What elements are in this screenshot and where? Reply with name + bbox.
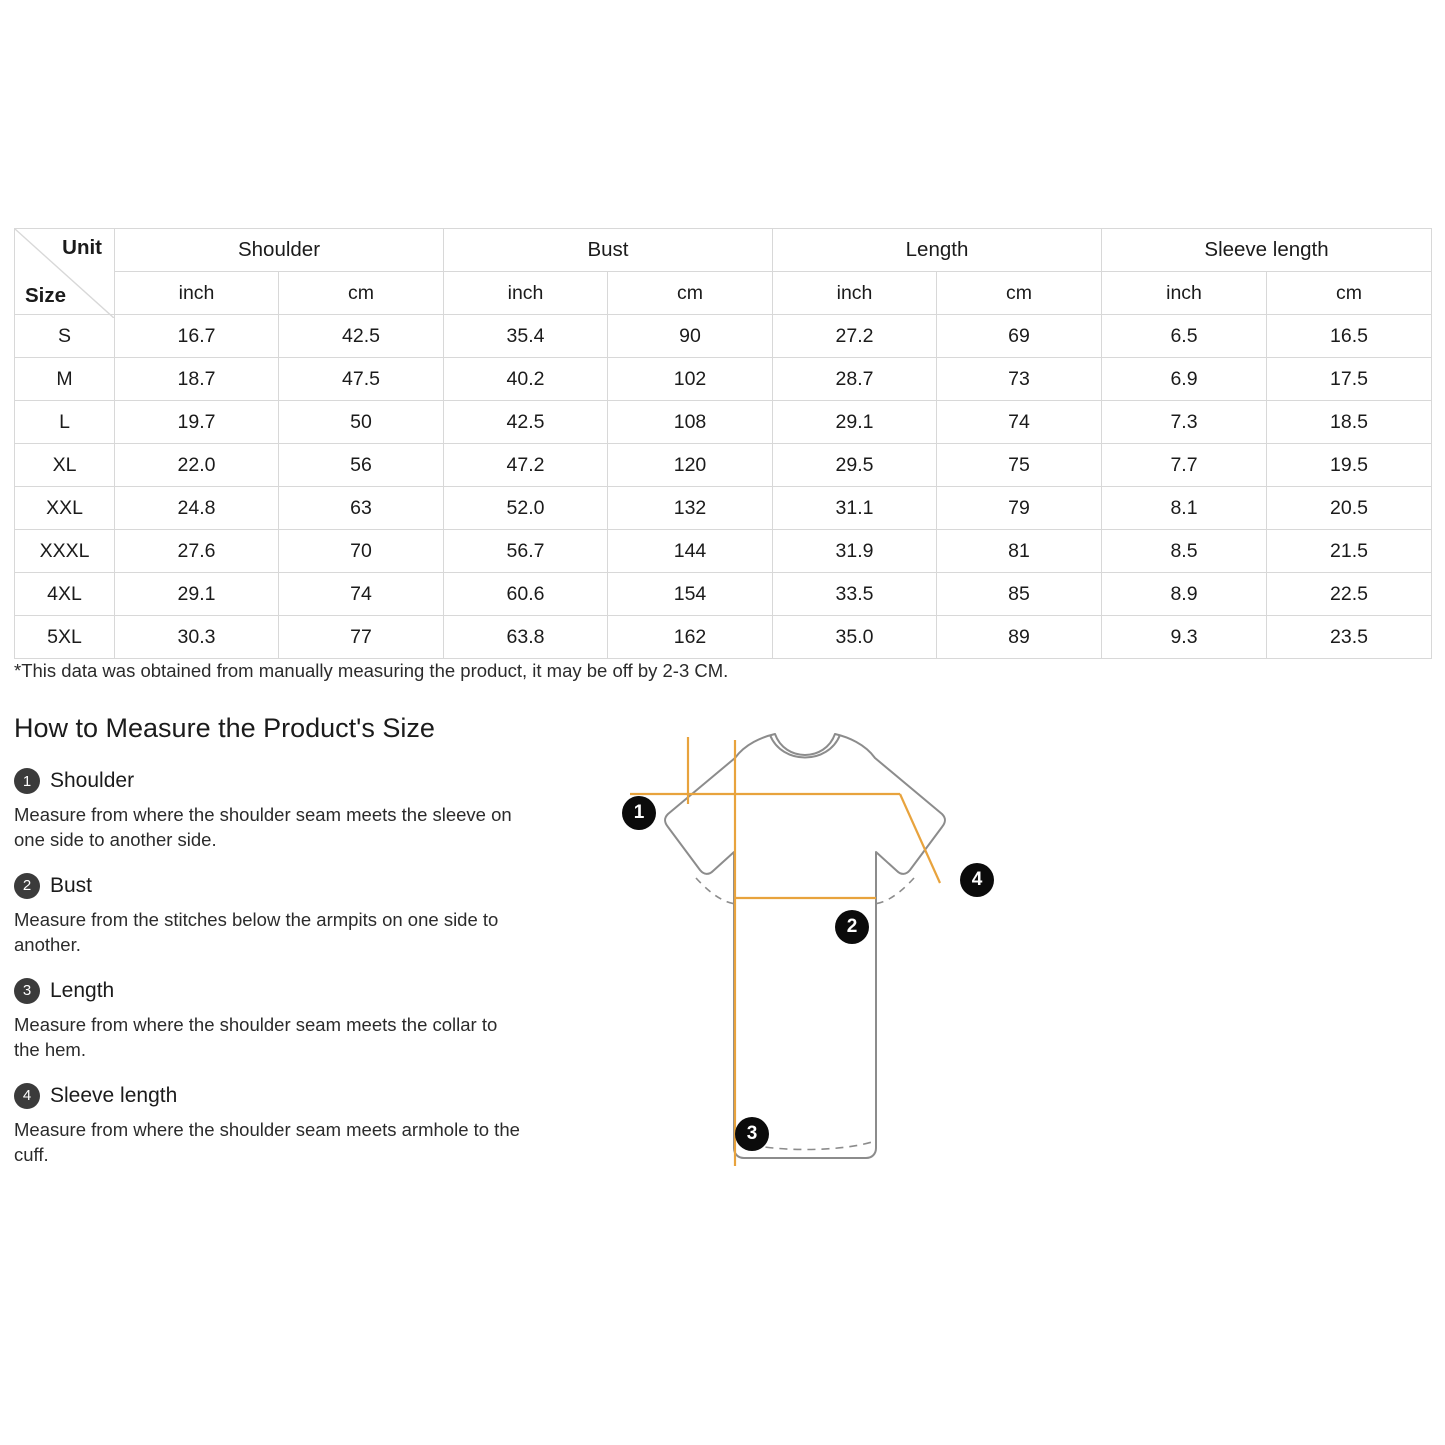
cell: 52.0: [444, 487, 608, 530]
cell: 8.9: [1102, 573, 1267, 616]
cell: 17.5: [1267, 358, 1432, 401]
cell: 6.9: [1102, 358, 1267, 401]
row-size: XXXL: [15, 530, 115, 573]
step-title: Shoulder: [50, 769, 135, 792]
cell: 144: [608, 530, 773, 573]
cell: 108: [608, 401, 773, 444]
cell: 18.7: [115, 358, 279, 401]
step-description: Measure from where the shoulder seam meets armhole to the cuff.: [14, 1118, 520, 1165]
row-size: S: [15, 315, 115, 358]
cell: 42.5: [444, 401, 608, 444]
table-row: [15, 487, 1432, 530]
cell: 60.6: [444, 573, 608, 616]
cell: 75: [937, 444, 1102, 487]
step-sleeve-length: [14, 1083, 524, 1168]
cell: 31.9: [773, 530, 937, 573]
column-group-shoulder: Shoulder: [115, 229, 444, 272]
table-row: [15, 444, 1432, 487]
cell: 56.7: [444, 530, 608, 573]
how-to-measure-steps: [14, 768, 524, 1188]
table-row: [15, 616, 1432, 659]
cell: 77: [279, 616, 444, 659]
how-to-measure-title: How to Measure the Product's Size: [14, 713, 435, 743]
cell: 35.4: [444, 315, 608, 358]
cell: 81: [937, 530, 1102, 573]
step-shoulder: [14, 768, 524, 853]
step-number-badge: 2: [14, 873, 40, 899]
cell: 63: [279, 487, 444, 530]
tshirt-illustration-icon: [570, 718, 1040, 1208]
row-size: XL: [15, 444, 115, 487]
cell: 42.5: [279, 315, 444, 358]
marker-1-shoulder: 1: [622, 796, 656, 830]
table-row: [15, 530, 1432, 573]
step-header: [14, 873, 524, 899]
cell: 28.7: [773, 358, 937, 401]
cell: 40.2: [444, 358, 608, 401]
cell: 102: [608, 358, 773, 401]
unit-cell: inch: [444, 272, 608, 315]
cell: 19.5: [1267, 444, 1432, 487]
cell: 35.0: [773, 616, 937, 659]
step-description: Measure from the stitches below the armpits on one side to another.: [14, 908, 499, 955]
cell: 69: [937, 315, 1102, 358]
cell: 70: [279, 530, 444, 573]
cell: 8.5: [1102, 530, 1267, 573]
cell: 18.5: [1267, 401, 1432, 444]
step-description: Measure from where the shoulder seam meets the sleeve on one side to another side.: [14, 804, 512, 850]
step-header: [14, 978, 524, 1004]
cell: 29.1: [773, 401, 937, 444]
table-row: [15, 358, 1432, 401]
step-number-badge: 1: [14, 768, 40, 794]
table-row: [15, 315, 1432, 358]
row-size: XXL: [15, 487, 115, 530]
step-bust: [14, 873, 524, 958]
cell: 19.7: [115, 401, 279, 444]
cell: 79: [937, 487, 1102, 530]
step-title: Length: [50, 978, 115, 1002]
unit-cell: inch: [1102, 272, 1267, 315]
cell: 63.8: [444, 616, 608, 659]
step-length: [14, 978, 524, 1063]
table-row: [15, 573, 1432, 616]
cell: 31.1: [773, 487, 937, 530]
cell: 90: [608, 315, 773, 358]
table-header-groups: [15, 229, 1432, 272]
cell: 73: [937, 358, 1102, 401]
cell: 16.5: [1267, 315, 1432, 358]
step-header: [14, 1083, 524, 1109]
size-label: Size: [25, 284, 67, 307]
cell: 154: [608, 573, 773, 616]
unit-cell: cm: [608, 272, 773, 315]
cell: 29.5: [773, 444, 937, 487]
column-group-sleeve-length: Sleeve length: [1102, 229, 1432, 272]
cell: 22.0: [115, 444, 279, 487]
cell: 47.2: [444, 444, 608, 487]
cell: 16.7: [115, 315, 279, 358]
cell: 27.2: [773, 315, 937, 358]
measurement-disclaimer: *This data was obtained from manually measuring the product, it may be off by 2-3 CM.: [14, 660, 729, 681]
row-size: L: [15, 401, 115, 444]
cell: 23.5: [1267, 616, 1432, 659]
table-row: [15, 401, 1432, 444]
cell: 21.5: [1267, 530, 1432, 573]
column-group-bust: Bust: [444, 229, 773, 272]
step-title: Bust: [50, 873, 93, 897]
marker-2-bust: 2: [835, 910, 869, 944]
cell: 56: [279, 444, 444, 487]
cell: 74: [279, 573, 444, 616]
unit-cell: cm: [1267, 272, 1432, 315]
cell: 22.5: [1267, 573, 1432, 616]
cell: 8.1: [1102, 487, 1267, 530]
unit-cell: cm: [279, 272, 444, 315]
step-header: [14, 768, 524, 794]
step-title: Sleeve length: [50, 1083, 178, 1107]
tshirt-diagram: [570, 718, 1040, 1208]
column-group-length: Length: [773, 229, 1102, 272]
unit-cell: inch: [115, 272, 279, 315]
row-size: M: [15, 358, 115, 401]
cell: 162: [608, 616, 773, 659]
cell: 120: [608, 444, 773, 487]
cell: 20.5: [1267, 487, 1432, 530]
step-number-badge: 4: [14, 1083, 40, 1109]
cell: 29.1: [115, 573, 279, 616]
cell: 7.3: [1102, 401, 1267, 444]
cell: 6.5: [1102, 315, 1267, 358]
cell: 47.5: [279, 358, 444, 401]
cell: 132: [608, 487, 773, 530]
cell: 30.3: [115, 616, 279, 659]
unit-cell: cm: [937, 272, 1102, 315]
marker-3-length: 3: [735, 1117, 769, 1151]
cell: 89: [937, 616, 1102, 659]
cell: 24.8: [115, 487, 279, 530]
cell: 9.3: [1102, 616, 1267, 659]
unit-cell: inch: [773, 272, 937, 315]
cell: 74: [937, 401, 1102, 444]
row-size: 5XL: [15, 616, 115, 659]
cell: 7.7: [1102, 444, 1267, 487]
cell: 85: [937, 573, 1102, 616]
size-table: [14, 228, 1432, 659]
step-number-badge: 3: [14, 978, 40, 1004]
table-corner-cell: [15, 229, 115, 315]
step-description: Measure from where the shoulder seam meets the collar to the hem.: [14, 1013, 498, 1060]
cell: 27.6: [115, 530, 279, 573]
size-table-container: [14, 228, 1431, 659]
marker-4-sleeve-length: 4: [960, 863, 994, 897]
cell: 50: [279, 401, 444, 444]
row-size: 4XL: [15, 573, 115, 616]
unit-label: Unit: [62, 236, 102, 259]
table-header-units: [15, 272, 1432, 315]
cell: 33.5: [773, 573, 937, 616]
